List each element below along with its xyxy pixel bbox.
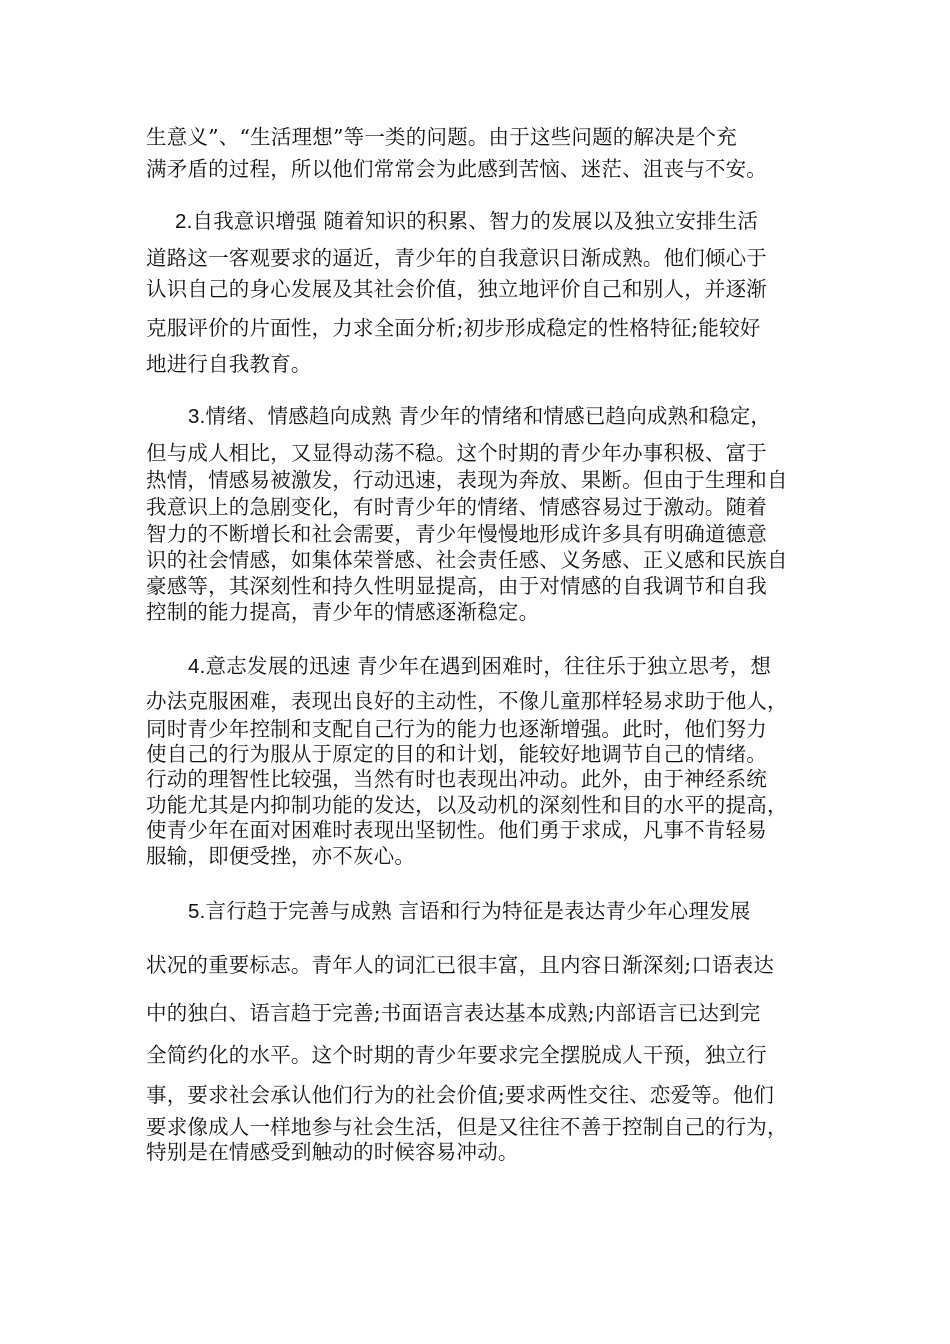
paragraph-2-line-1: [175, 208, 758, 235]
paragraph-5-number: 5.: [188, 900, 206, 923]
paragraph-5-heading-text: 言行趋于完善与成熟 言语和行为特征是表达青少年心理发展: [205, 899, 751, 923]
paragraph-5-line-7: 特别是在情感受到触动的时候容易冲动。: [146, 1140, 519, 1164]
paragraph-2-heading-text: 自我意识增强 随着知识的积累、智力的发展以及独立安排生活: [192, 209, 759, 233]
paragraph-5-line-4: 全简约化的水平。这个时期的青少年要求完全摆脱成人干预，独立行: [146, 1043, 767, 1067]
paragraph-3-line-8: 控制的能力提高，青少年的情感逐渐稳定。: [146, 600, 540, 624]
paragraph-3-heading-text: 情绪、情感趋向成熟 青少年的情绪和情感已趋向成熟和稳定，: [205, 404, 772, 428]
paragraph-4-line-2: 办法克服困难，表现出良好的主动性，不像儿童那样轻易求助于他人，: [146, 689, 788, 713]
paragraph-4-line-5: 行动的理智性比较强，当然有时也表现出冲动。此外，由于神经系统: [146, 767, 767, 791]
paragraph-4-heading-text: 意志发展的迅速 青少年在遇到困难时，往往乐于独立思考，想: [205, 654, 772, 678]
paragraph-5-line-2: 状况的重要标志。青年人的词汇已很丰富，且内容日渐深刻;口语表达: [146, 953, 775, 977]
paragraph-5-line-6: 要求像成人一样地参与社会生活，但是又往往不善于控制自己的行为，: [146, 1115, 788, 1139]
paragraph-3-line-6: 识的社会情感，如集体荣誉感、社会责任感、义务感、正义感和民族自: [146, 548, 788, 572]
paragraph-5-line-1: [188, 898, 750, 925]
paragraph-4-line-3: 同时青少年控制和支配自己行为的能力也逐渐增强。此时，他们努力: [146, 717, 767, 741]
paragraph-2-number: 2.: [175, 210, 193, 233]
paragraph-3-line-7: 豪感等，其深刻性和持久性明显提高，由于对情感的自我调节和自我: [146, 574, 767, 598]
paragraph-4-line-7: 使青少年在面对困难时表现出坚韧性。他们勇于求成，凡事不肯轻易: [146, 818, 767, 842]
paragraph-3-line-3: 热情，情感易被激发，行动迅速，表现为奔放、果断。但由于生理和自: [146, 468, 788, 492]
paragraph-3-line-2: 但与成人相比，又显得动荡不稳。这个时期的青少年办事积极、富于: [146, 441, 767, 465]
paragraph-1-line-1: 生意义”、“生活理想”等一类的问题。由于这些问题的解决是个充: [146, 125, 737, 149]
paragraph-3-line-4: 我意识上的急剧变化，有时青少年的情绪、情感容易过于激动。随着: [146, 495, 767, 519]
paragraph-4-number: 4.: [188, 655, 206, 678]
paragraph-3-number: 3.: [188, 405, 206, 428]
paragraph-4-line-8: 服输，即便受挫，亦不灰心。: [146, 844, 416, 868]
paragraph-5-line-5: 事，要求社会承认他们行为的社会价值;要求两性交往、恋爱等。他们: [146, 1083, 775, 1107]
paragraph-2-line-2: 道路这一客观要求的逼近，青少年的自我意识日渐成熟。他们倾心于: [146, 246, 767, 270]
paragraph-3-line-5: 智力的不断增长和社会需要，青少年慢慢地形成许多具有明确道德意: [146, 522, 767, 546]
paragraph-5-line-3: 中的独白、语言趋于完善;书面语言表达基本成熟;内部语言已达到完: [146, 1001, 761, 1025]
paragraph-3-line-1: [188, 403, 771, 430]
paragraph-1-line-2: 满矛盾的过程，所以他们常常会为此感到苦恼、迷茫、沮丧与不安。: [146, 157, 767, 181]
paragraph-2-line-3: 认识自己的身心发展及其社会价值，独立地评价自己和别人，并逐渐: [146, 277, 767, 301]
paragraph-2-line-4: 克服评价的片面性，力求全面分析;初步形成稳定的性格特征;能较好: [146, 316, 761, 340]
paragraph-4-line-6: 功能尤其是内抑制功能的发达，以及动机的深刻性和目的水平的提高，: [146, 793, 788, 817]
paragraph-4-line-1: [188, 653, 771, 680]
paragraph-2-line-5: 地进行自我教育。: [146, 352, 312, 376]
paragraph-4-line-4: 使自己的行为服从于原定的目的和计划，能较好地调节自己的情绪。: [146, 742, 767, 766]
